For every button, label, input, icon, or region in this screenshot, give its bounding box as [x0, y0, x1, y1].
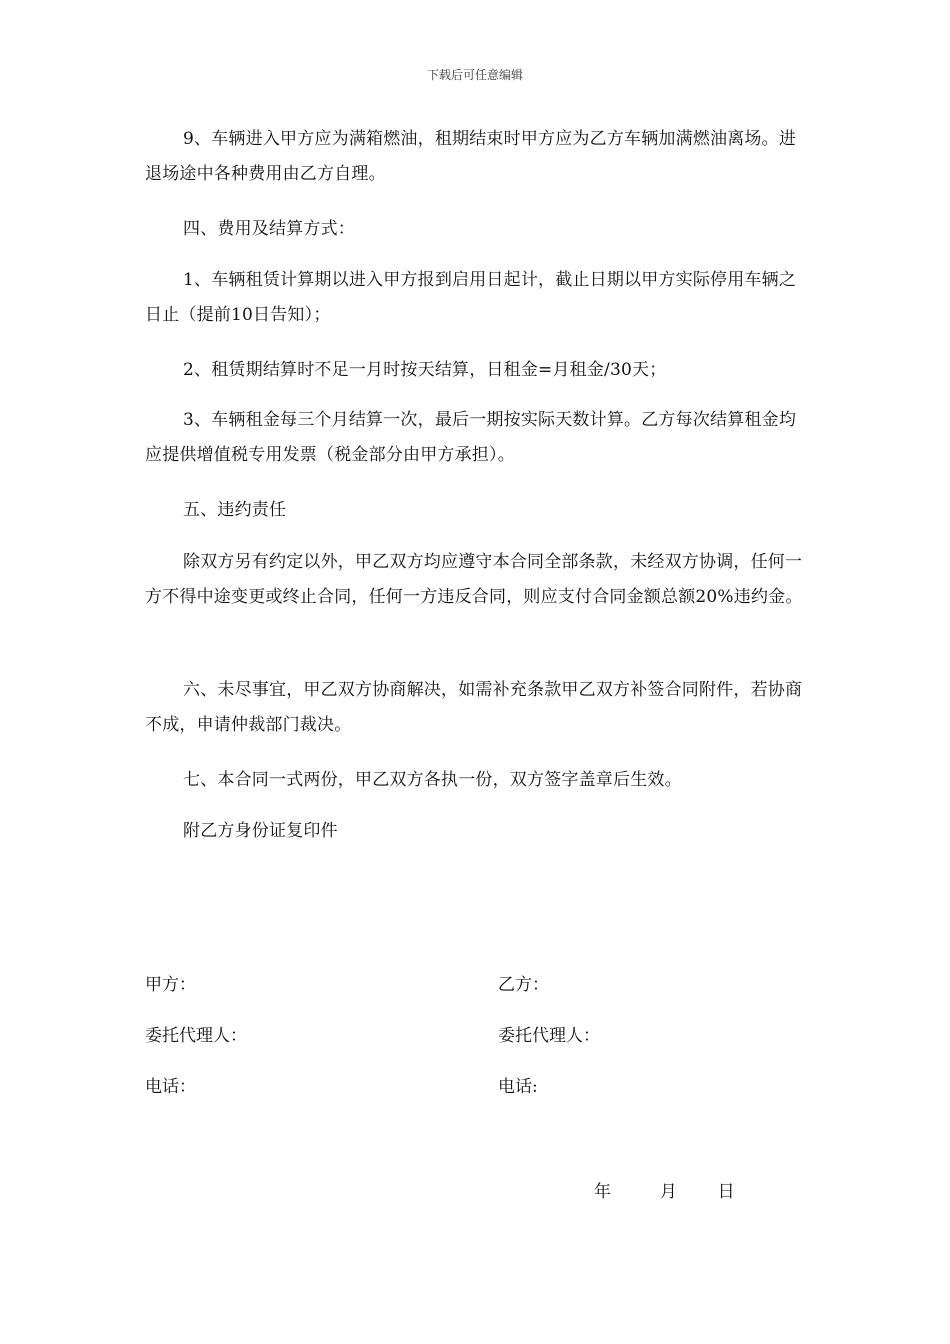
date-month: 月 [659, 1182, 677, 1202]
section-4-heading: 四、费用及结算方式： [183, 219, 355, 239]
page-header: 下载后可任意编辑 [426, 68, 523, 82]
section-7: 七、本合同一式两份，甲乙双方各执一份，双方签字盖章后生效。 [183, 770, 682, 790]
phone-b-label: 电话: [498, 1077, 538, 1097]
phone-a-label: 电话： [145, 1077, 196, 1097]
party-b-label: 乙方： [498, 975, 549, 995]
agent-b-label: 委托代理人： [498, 1026, 600, 1046]
attachment-note: 附乙方身份证复印件 [183, 821, 338, 841]
party-a-label: 甲方： [145, 975, 196, 995]
signing-date [594, 1180, 735, 1204]
clause-4-1: 1、车辆租赁计算期以进入甲方报到启用日起计，截止日期以甲方实际停用车辆之日止（提前10日告知）； [145, 270, 797, 325]
agent-a-label: 委托代理人： [145, 1026, 247, 1046]
section-5-body: 除双方另有约定以外，甲乙双方均应遵守本合同全部条款，未经双方协调，任何一方不得中途变更或终止合同，任何一方违反合同，则应支付合同金额总额20%违约金。 [145, 552, 803, 607]
clause-4-3: 3、车辆租金每三个月结算一次，最后一期按实际天数计算。乙方每次结算租金均应提供增值税专用发票（税金部分由甲方承担）。 [145, 410, 797, 465]
clause-4-2: 2、租赁期结算时不足一月时按天结算，日租金=月租金/30天； [183, 360, 667, 380]
date-day: 日 [717, 1182, 735, 1202]
section-5-heading: 五、违约责任 [183, 500, 287, 520]
date-year: 年 [594, 1182, 611, 1202]
section-6: 六、未尽事宜，甲乙双方协商解决，如需补充条款甲乙双方补签合同附件，若协商不成，申请仲裁部门裁决。 [145, 680, 803, 735]
clause-9: 9、车辆进入甲方应为满箱燃油，租期结束时甲方应为乙方车辆加满燃油离场。进退场途中各种费用由乙方自理。 [145, 129, 797, 184]
